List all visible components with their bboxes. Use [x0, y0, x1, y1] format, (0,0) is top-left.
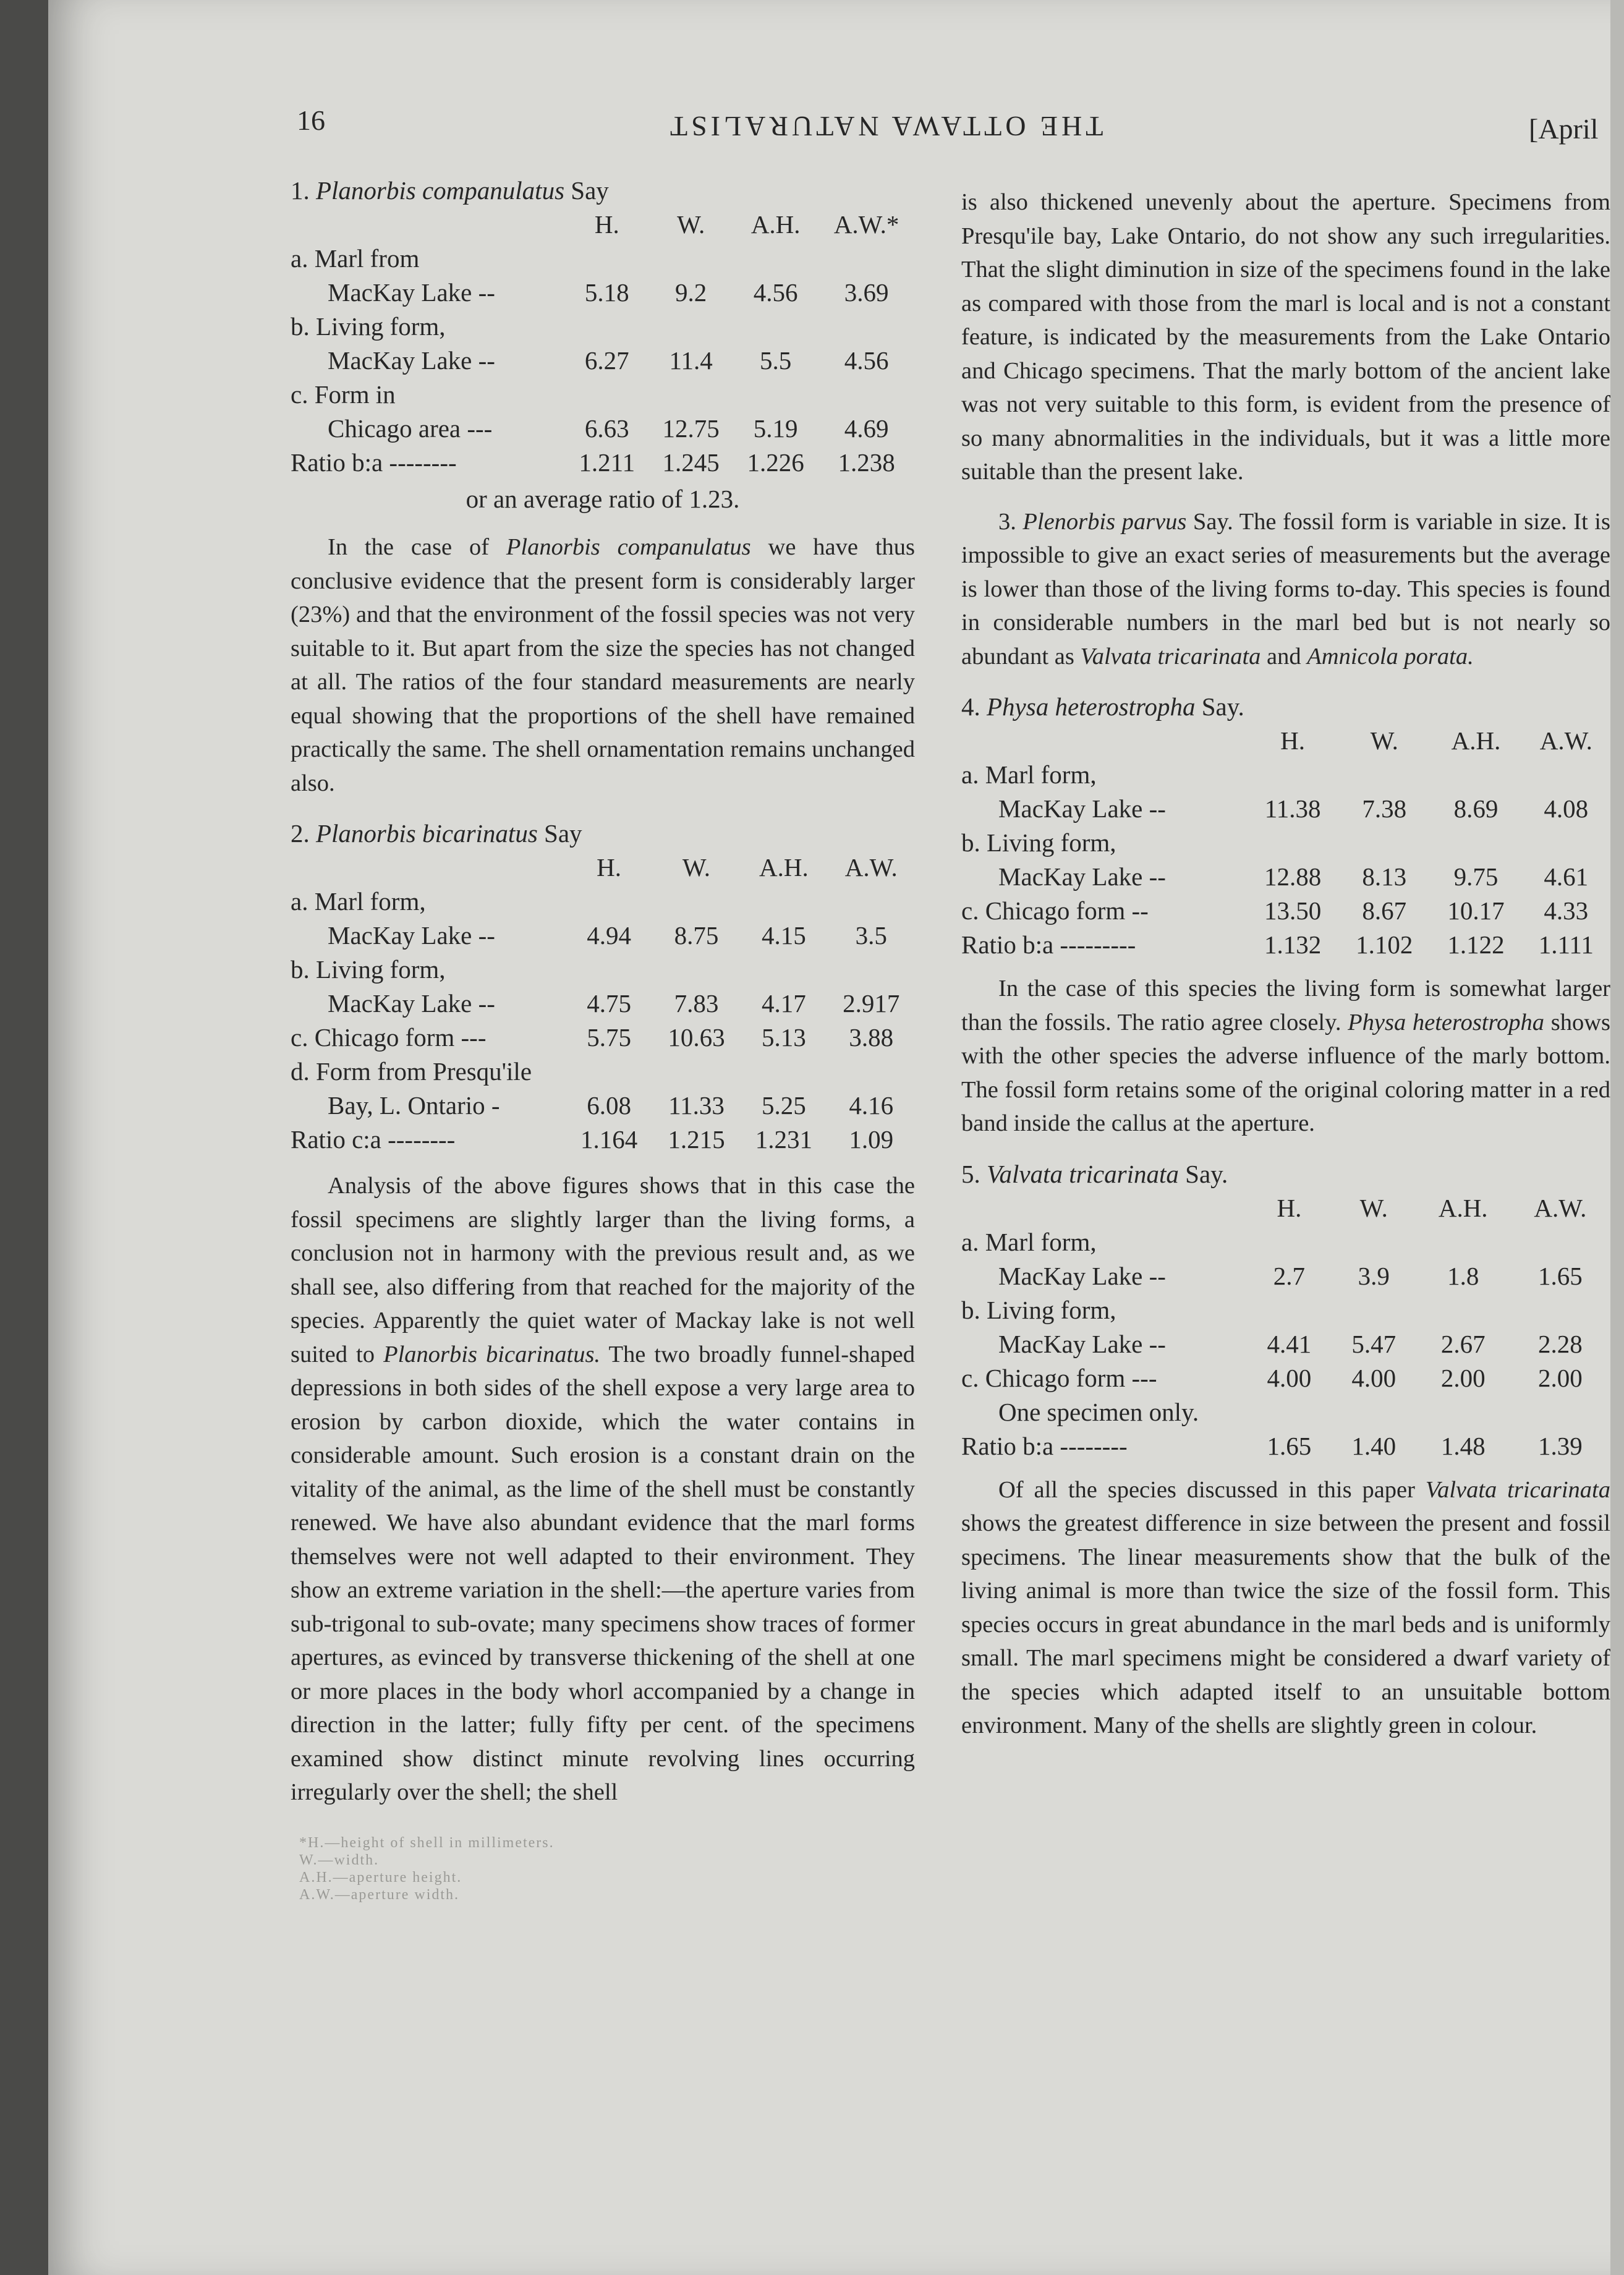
- table-cell: 3.69: [844, 278, 889, 307]
- column-header: A.W.: [1539, 726, 1592, 755]
- table-row: [291, 987, 915, 1021]
- table-row: [291, 1089, 915, 1123]
- row-label: a. Marl form,: [961, 760, 1097, 789]
- table-cell: 2.917: [843, 989, 900, 1018]
- table-cell: 1.122: [1447, 930, 1505, 959]
- table-cell: 3.5: [855, 921, 887, 950]
- row-label: c. Chicago form ---: [291, 1023, 487, 1052]
- measurement-table-1: [291, 208, 915, 480]
- row-label: d. Form from Presqu'ile: [291, 1057, 532, 1086]
- paragraph-4: 3. Plenorbis parvus Say. The fossil form is variable in size. It is impossible to give an exact series of measurements but the average is lower than those of the living forms to-day. This species is found in considerable numbers in the marl bed but is not nearly so abundant as Valvata tricarinata and Amnicola porata.: [961, 508, 1610, 670]
- table-cell: 4.15: [761, 921, 806, 950]
- row-label: MacKay Lake --: [328, 989, 495, 1018]
- column-header: A.H.: [750, 210, 801, 239]
- table-cell: 1.39: [1537, 1431, 1583, 1460]
- table-cell: 2.00: [1440, 1363, 1486, 1392]
- page-number: 16: [297, 104, 325, 136]
- table-row: [291, 412, 915, 446]
- column-header: A.W.: [1534, 1193, 1587, 1222]
- table-cell: 2.67: [1440, 1329, 1486, 1358]
- table-cell: 1.211: [579, 448, 636, 477]
- table-row: [961, 1225, 1610, 1259]
- row-label: b. Living form,: [961, 1295, 1116, 1324]
- table-cell: 4.61: [1544, 862, 1589, 891]
- table-cell: 11.38: [1264, 794, 1321, 823]
- species-5-title: 5. Valvata tricarinata Say.: [961, 1159, 1228, 1188]
- table-cell: 5.75: [587, 1023, 631, 1052]
- paragraph-6: Of all the species discussed in this paper Valvata tricarinata shows the greatest difference in size between the present and fossil specimens. The linear measurements show that the bulk of the living animal is more than twice the size of the fossil form. This species occurs in great abundance in the marl beds and is uniformly small. The marl specimens might be considered a dwarf variety of the species which adapted itself to an unsuitable bottom environment. Many of the shells are slightly green in colour.: [961, 1476, 1610, 1738]
- paragraph-3: is also thickened unevenly about the aperture. Specimens from Presqu'ile bay, Lake Ontario, do not show any such irregularities. That the slight diminution in size of the specimens found in the lake as compared with those from the marl is local and is not a constant feature, is indicated by the measurements from the Lake Ontario and Chicago specimens. That the marly bottom of the ancient lake was not very suitable to this form, is evident from the presence of so many abnormalities in the individuals, but it was a little more suitable than the present lake.: [961, 189, 1610, 485]
- table-row: [291, 378, 915, 412]
- table-cell: 5.13: [761, 1023, 806, 1052]
- table-cell: 5.47: [1351, 1329, 1397, 1358]
- table-row: [961, 1395, 1610, 1429]
- table-cell: 10.63: [668, 1023, 725, 1052]
- table-row: [291, 919, 915, 953]
- table-cell: 4.16: [849, 1091, 894, 1120]
- paragraph-1: In the case of Planorbis companulatus we have thus conclusive evidence that the present form is considerably larger (23%) and that the environment of the fossil species was not very suitable to it. But apart from the size the species has not changed at all. The ratios of the four standard measurements are nearly equal showing that the proportions of the shell have remained practically the same. The shell ornamentation remains unchanged also.: [291, 534, 915, 796]
- table-cell: 2.00: [1537, 1363, 1583, 1392]
- table-row: [961, 1293, 1610, 1327]
- table-cell: 7.38: [1362, 794, 1407, 823]
- row-label: MacKay Lake --: [328, 278, 495, 307]
- column-header: A.W.: [844, 853, 898, 882]
- table-cell: 4.00: [1267, 1363, 1312, 1392]
- column-header: H.: [597, 853, 622, 882]
- row-label: c. Chicago form ---: [961, 1363, 1157, 1392]
- column-header: W.: [1359, 1193, 1388, 1222]
- table-cell: 2.7: [1273, 1261, 1306, 1290]
- table-cell: 1.215: [668, 1125, 725, 1154]
- table-cell: 12.88: [1264, 862, 1322, 891]
- table-cell: 6.63: [584, 414, 629, 443]
- row-label: Ratio b:a --------: [961, 1431, 1128, 1460]
- species-1-title: 1. Planorbis companulatus Say: [291, 176, 609, 205]
- running-title: THE OTTAWA NATURALIST: [666, 111, 1103, 142]
- column-header: A.W.*: [833, 210, 899, 239]
- table-cell: 1.40: [1351, 1431, 1397, 1460]
- table-row: [961, 792, 1610, 826]
- row-label: a. Marl form,: [961, 1227, 1097, 1256]
- row-label: MacKay Lake --: [998, 862, 1166, 891]
- table-cell: 1.226: [747, 448, 804, 477]
- table-cell: 11.4: [669, 346, 713, 375]
- column-header: A.H.: [1451, 726, 1501, 755]
- table-row: [961, 928, 1610, 962]
- right-column: [961, 185, 1610, 1759]
- table-row: [961, 1259, 1610, 1293]
- table-cell: 3.88: [849, 1023, 894, 1052]
- average-ratio: or an average ratio of 1.23.: [466, 485, 740, 513]
- table-row: [961, 860, 1610, 894]
- table-cell: 1.111: [1538, 930, 1594, 959]
- table-header-row: [291, 208, 915, 242]
- table-row: [961, 758, 1610, 792]
- table-cell: 4.56: [753, 278, 798, 307]
- measurement-table-4: [961, 724, 1610, 962]
- column-header: W.: [682, 853, 711, 882]
- row-label: Bay, L. Ontario -: [328, 1091, 500, 1120]
- column-header: H.: [1277, 1193, 1302, 1222]
- table-row: [961, 1429, 1610, 1463]
- table-row: [291, 446, 915, 480]
- row-label: Chicago area ---: [328, 414, 493, 443]
- row-label: Ratio b:a --------: [291, 448, 457, 477]
- row-label: MacKay Lake --: [998, 794, 1166, 823]
- measurement-table-5: [961, 1191, 1610, 1463]
- column-header: W.: [677, 210, 705, 239]
- row-label: b. Living form,: [291, 312, 446, 341]
- table-row: [291, 885, 915, 919]
- page: [48, 0, 1624, 2275]
- table-cell: 4.17: [761, 989, 806, 1018]
- table-header-row: [961, 1191, 1610, 1225]
- table-header-row: [961, 724, 1610, 758]
- table-row: [961, 894, 1610, 928]
- table-cell: 2.28: [1537, 1329, 1583, 1358]
- table-cell: 1.48: [1440, 1431, 1486, 1460]
- table-cell: 1.238: [838, 448, 895, 477]
- table-cell: 11.33: [668, 1091, 725, 1120]
- paragraph-2: Analysis of the above figures shows that in this case the fossil specimens are slightly larger than the living forms, a conclusion not in harmony with the previous result and, as we shall see, also differing from that reached for the majority of the species. Apparently the quiet water of Mackay lake is not well suited to Planorbis bicarinatus. The two broadly funnel-shaped depressions in both sides of the shell expose a very large area to erosion by carbon dioxide, which the water contains in considerable amount. Such erosion is a constant drain on the vitality of the animal, as the lime of the shell must be constantly renewed. We have also abundant evidence that the marl forms themselves were not well adapted to their environment. They show an extreme variation in the shell:—the aperture varies from sub-trigonal to sub-ovate; many specimens show traces of former apertures, as evinced by transverse thickening of the shell at one or more places in the body whorl accompanied by a change in direction in the latter; fully fifty per cent. of the specimens examined show distinct minute revolving lines occurring irregularly over the shell; the shell: [291, 1173, 915, 1805]
- row-label: Ratio b:a ---------: [961, 930, 1136, 959]
- table-cell: 5.19: [753, 414, 798, 443]
- table-cell: 5.18: [584, 278, 629, 307]
- species-2-title: 2. Planorbis bicarinatus Say: [291, 819, 582, 848]
- table-cell: 5.25: [761, 1091, 806, 1120]
- table-cell: 1.102: [1356, 930, 1413, 959]
- table-cell: 13.50: [1264, 896, 1322, 925]
- column-header: A.H.: [759, 853, 809, 882]
- column-header: H.: [594, 210, 619, 239]
- table-cell: 1.65: [1537, 1261, 1583, 1290]
- table-row: [291, 953, 915, 987]
- table-row: [291, 1055, 915, 1089]
- table-cell: 1.8: [1447, 1261, 1479, 1290]
- table-cell: 6.08: [587, 1091, 631, 1120]
- row-label: One specimen only.: [998, 1397, 1199, 1426]
- paragraph-5: In the case of this species the living form is somewhat larger than the fossils. The ratio agree closely. Physa heterostropha shows with the other species the adverse influence of the marly bottom. The fossil form retains some of the original coloring matter in a red band inside the callus at the aperture.: [961, 976, 1610, 1136]
- row-label: MacKay Lake --: [328, 921, 495, 950]
- table-cell: 1.245: [662, 448, 720, 477]
- table-cell: 4.69: [844, 414, 889, 443]
- table-cell: 8.67: [1362, 896, 1407, 925]
- table-row: [961, 1327, 1610, 1361]
- adjacent-page-edge: [1610, 0, 1624, 2275]
- table-cell: 1.231: [755, 1125, 812, 1154]
- column-header: W.: [1370, 726, 1398, 755]
- table-cell: 9.2: [675, 278, 707, 307]
- table-cell: 5.5: [760, 346, 792, 375]
- table-cell: 8.75: [674, 921, 719, 950]
- table-cell: 8.69: [1453, 794, 1499, 823]
- table-row: [291, 276, 915, 310]
- left-column: [291, 173, 915, 1903]
- table-cell: 4.08: [1544, 794, 1589, 823]
- measurement-table-2: [291, 851, 915, 1157]
- table-row: [291, 1123, 915, 1157]
- table-cell: 4.41: [1267, 1329, 1312, 1358]
- row-label: MacKay Lake --: [998, 1329, 1166, 1358]
- table-cell: 6.27: [584, 346, 629, 375]
- table-cell: 10.17: [1447, 896, 1505, 925]
- table-cell: 1.164: [580, 1125, 638, 1154]
- table-cell: 4.56: [844, 346, 889, 375]
- table-row: [291, 310, 915, 344]
- table-cell: 1.09: [849, 1125, 894, 1154]
- table-cell: 12.75: [662, 414, 720, 443]
- table-row: [961, 826, 1610, 860]
- header-month: [April: [1529, 113, 1599, 145]
- column-header: A.H.: [1438, 1193, 1488, 1222]
- table-cell: 7.83: [674, 989, 719, 1018]
- column-header: H.: [1280, 726, 1306, 755]
- row-label: MacKay Lake --: [328, 346, 495, 375]
- row-label: b. Living form,: [961, 828, 1116, 857]
- row-label: b. Living form,: [291, 955, 446, 984]
- table-cell: 4.94: [587, 921, 631, 950]
- table-cell: 4.33: [1544, 896, 1589, 925]
- row-label: a. Marl form,: [291, 887, 426, 916]
- species-4-title: 4. Physa heterostropha Say.: [961, 692, 1244, 721]
- table-row: [291, 1021, 915, 1055]
- table-row: [961, 1361, 1610, 1395]
- row-label: MacKay Lake --: [998, 1261, 1166, 1290]
- table-cell: 3.9: [1358, 1261, 1390, 1290]
- table-cell: 8.13: [1362, 862, 1407, 891]
- table-cell: 9.75: [1453, 862, 1499, 891]
- table-row: [291, 344, 915, 378]
- table-row: [291, 242, 915, 276]
- row-label: c. Chicago form --: [961, 896, 1149, 925]
- row-label: Ratio c:a --------: [291, 1125, 456, 1154]
- footnote: *H.—height of shell in millimeters. W.—width. A.H.—aperture height. A.W.—aperture width.: [299, 1834, 555, 1903]
- table-cell: 1.132: [1264, 930, 1322, 959]
- row-label: a. Marl from: [291, 244, 420, 273]
- table-header-row: [291, 851, 915, 885]
- table-cell: 4.00: [1351, 1363, 1397, 1392]
- table-cell: 4.75: [587, 989, 631, 1018]
- table-cell: 1.65: [1267, 1431, 1312, 1460]
- row-label: c. Form in: [291, 380, 396, 409]
